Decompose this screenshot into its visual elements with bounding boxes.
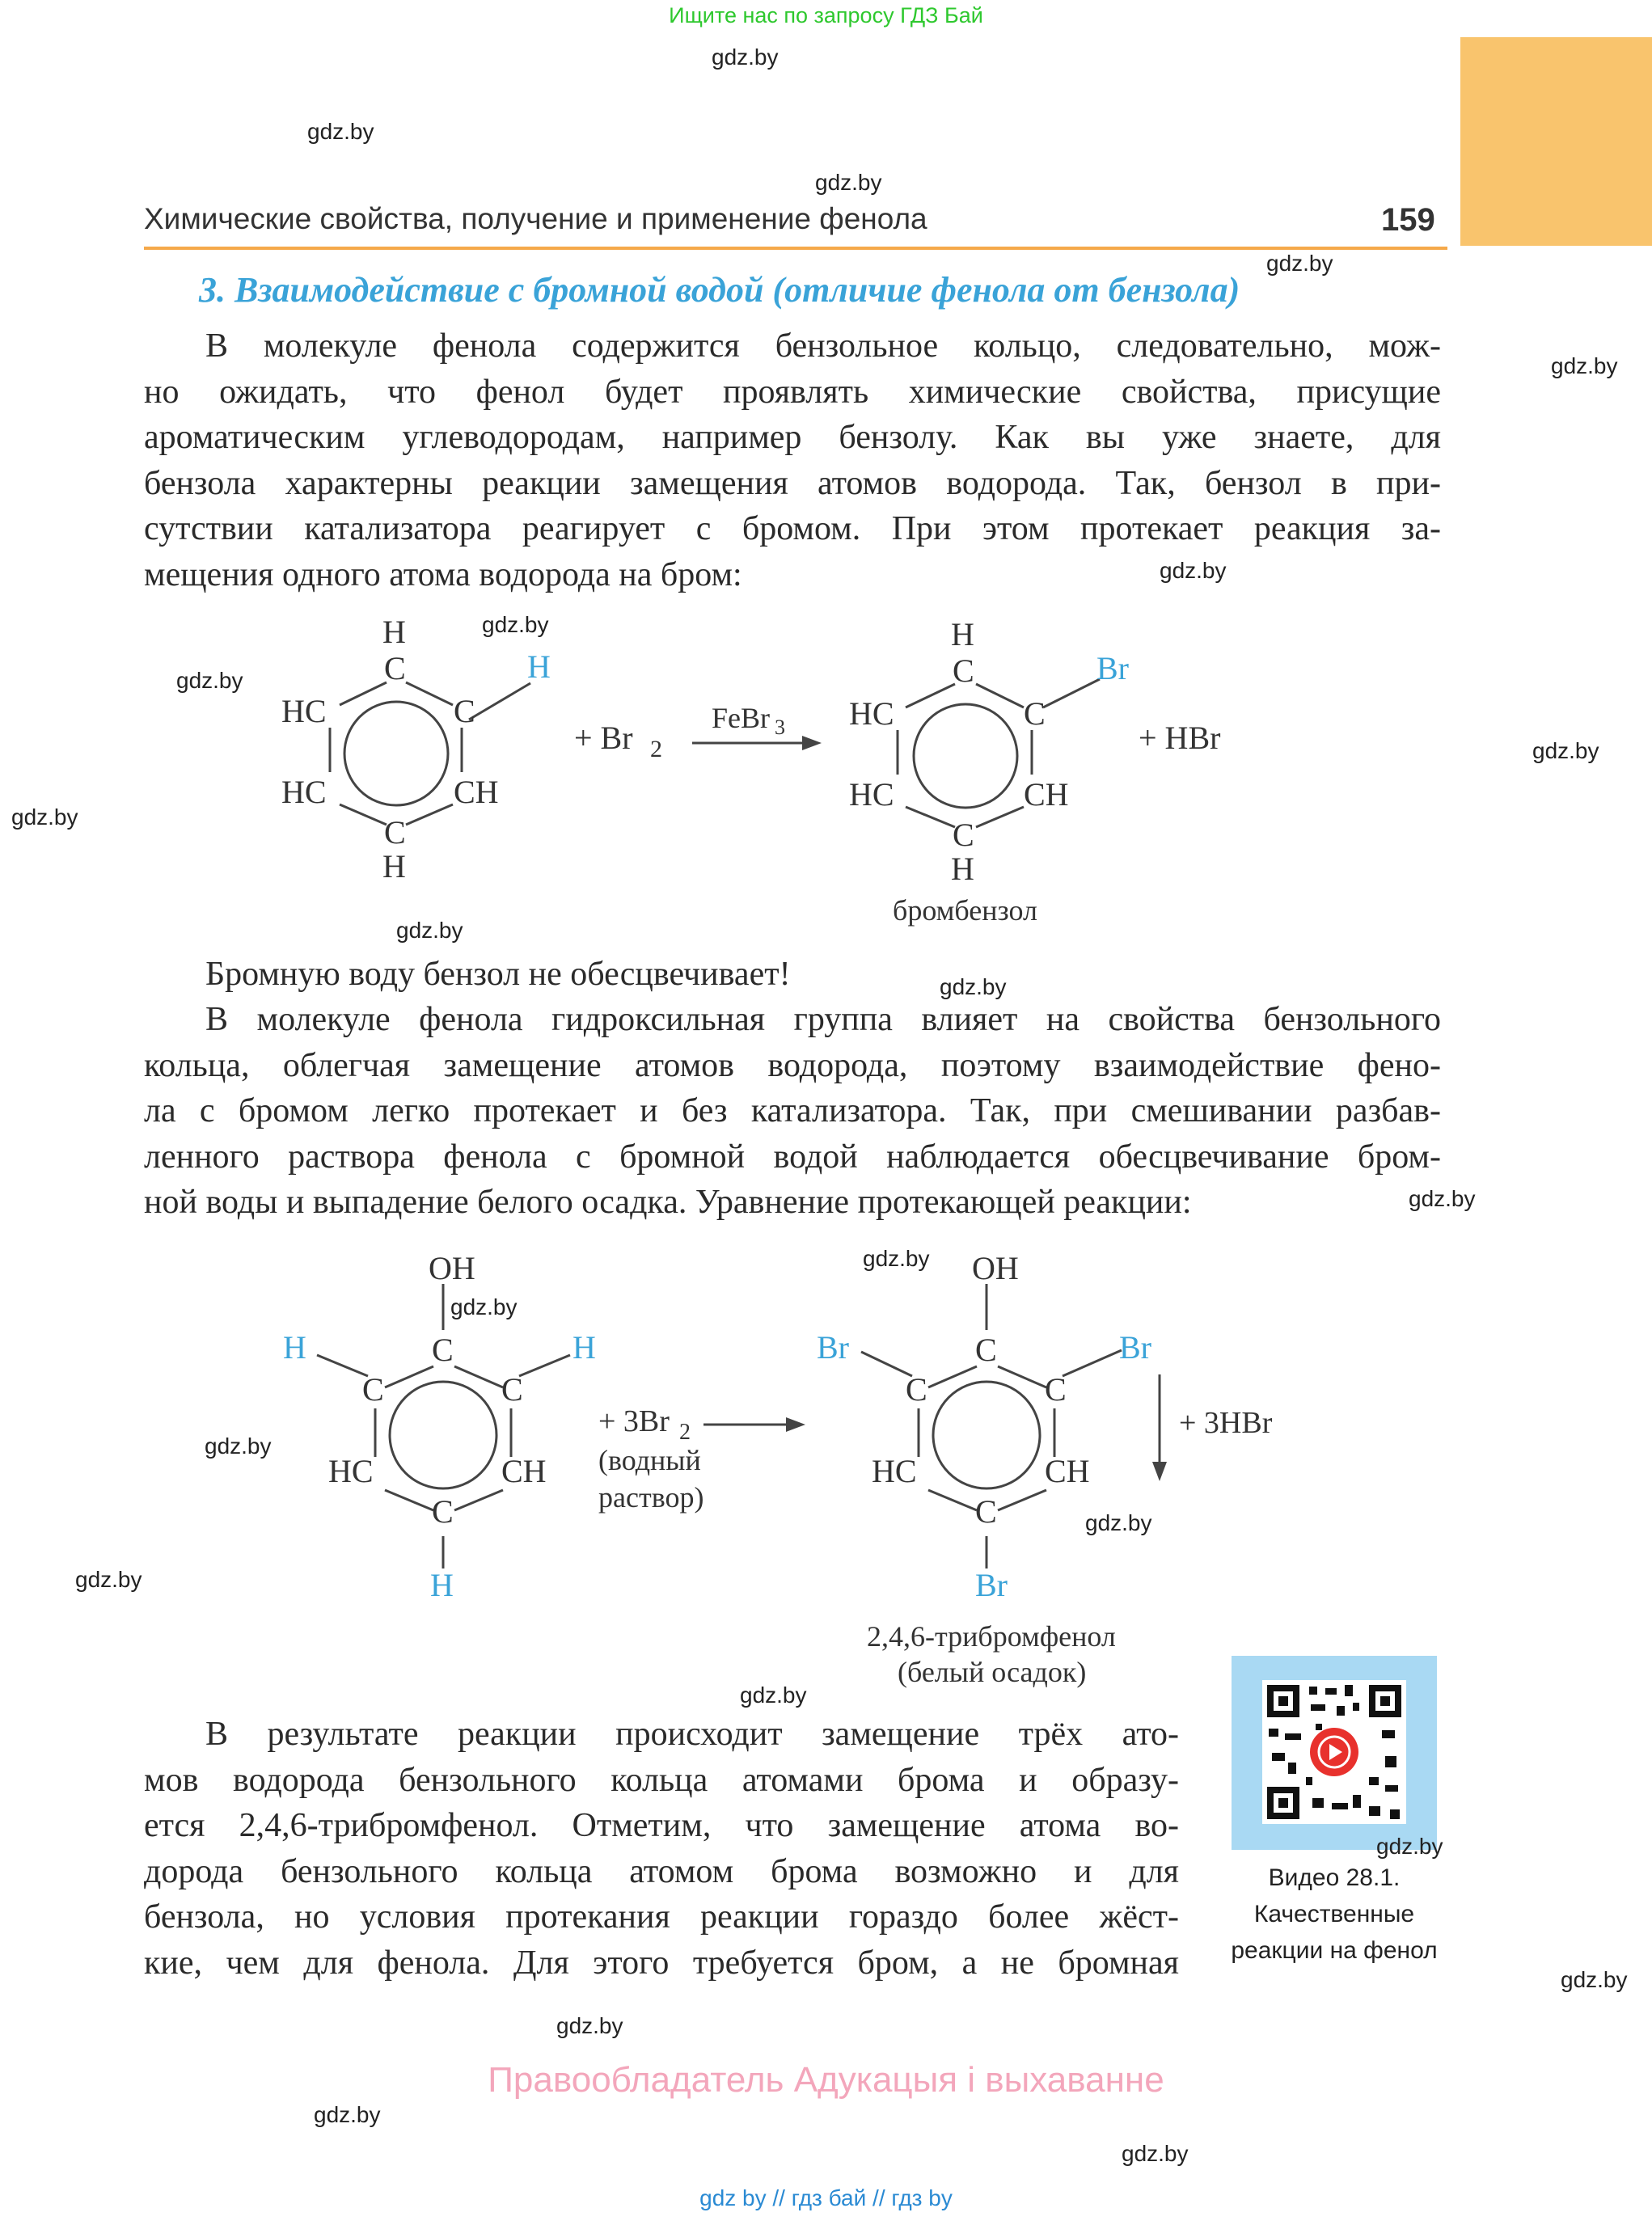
watermark: gdz.by (1561, 1967, 1628, 1992)
section-heading: 3. Взаимодействие с бромной водой (отличие фенола от бензола) (199, 270, 1240, 310)
watermark: gdz.by (1376, 1834, 1443, 1859)
atom: CH (1045, 1453, 1090, 1489)
atom: C (906, 1371, 927, 1408)
paragraph-line: ется 2,4,6-трибромфенол. Отметим, что замещение атома во- (144, 1807, 1179, 1844)
byproduct-label: + 3HBr (1179, 1406, 1273, 1440)
paragraph-result (144, 1712, 1179, 1986)
paragraph-line: мещения одного атома водорода на бром: (144, 555, 742, 593)
reagent-subscript: 2 (679, 1420, 691, 1445)
watermark: gdz.by (314, 2102, 381, 2127)
paragraph-line: В молекуле фенола гидроксильная группа влияет на свойства бензольного (205, 1001, 1441, 1038)
atom: HC (849, 776, 894, 813)
atom: C (953, 652, 974, 689)
paragraph-line: мов водорода бензольного кольца атомами брома и образу- (144, 1761, 1179, 1799)
atom-bromine: Br (1119, 1329, 1151, 1366)
watermark: gdz.by (1409, 1186, 1476, 1211)
page-number: 159 (1381, 202, 1435, 238)
atom-substituted: H (430, 1567, 454, 1603)
catalyst-label: FeBr (712, 702, 770, 734)
atom-bromine: Br (1096, 650, 1129, 686)
running-title: Химические свойства, получение и применение фенола (144, 202, 927, 235)
paragraph-line: бензола, но условия протекания реакции гораздо более жёст- (144, 1898, 1179, 1936)
watermark: gdz.by (205, 1433, 272, 1459)
watermark: gdz.by (1551, 353, 1618, 378)
atom: C (953, 817, 974, 853)
reagent-label: + Br (574, 720, 633, 756)
atom: C (975, 1332, 997, 1368)
reagent-subscript: 2 (650, 736, 662, 762)
atom: HC (281, 693, 327, 729)
atom: C (975, 1493, 997, 1530)
atom-bromine: Br (817, 1329, 849, 1366)
watermark: gdz.by (940, 974, 1007, 999)
atom: C (432, 1493, 454, 1530)
video-qr-box[interactable] (1232, 1656, 1437, 1850)
caption-line: реакции на фенол (1231, 1937, 1438, 1964)
paragraph-line: но ожидать, что фенол будет проявлять химические свойства, присущие (144, 373, 1441, 411)
atom: C (501, 1371, 523, 1408)
atom: CH (501, 1453, 547, 1489)
atom: CH (454, 774, 499, 810)
paragraph-line: сутствии катализатора реагирует с бромом. При этом протекает реакция за- (144, 510, 1441, 547)
atom: CH (1024, 776, 1069, 813)
watermark: gdz.by (1266, 251, 1333, 276)
byproduct-label: + HBr (1139, 720, 1221, 756)
qr-code-icon[interactable] (1232, 1656, 1437, 1850)
watermark: gdz.by (740, 1682, 807, 1708)
atom: OH (972, 1250, 1019, 1286)
search-banner: Ищите нас по запросу ГДЗ Бай (669, 3, 983, 27)
atom: C (384, 650, 406, 686)
watermark: gdz.by (450, 1294, 518, 1319)
atom: HC (849, 695, 894, 732)
reagent-label: + 3Br (598, 1404, 670, 1438)
paragraph-line: В молекуле фенола содержится бензольное кольцо, следовательно, мож- (205, 327, 1441, 365)
atom-substituted: H (527, 648, 551, 685)
atom: C (384, 814, 406, 851)
watermark: gdz.by (1085, 1510, 1152, 1535)
caption-line: Качественные (1253, 1901, 1415, 1927)
paragraph-line: В результате реакции происходит замещение трёх ато- (205, 1716, 1179, 1753)
atom-substituted: H (572, 1329, 596, 1366)
footer-links[interactable]: gdz by // гдз бай // гдз by (699, 2185, 953, 2210)
paragraph-line: кольца, облегчая замещение атомов водорода, поэтому взаимодействие фено- (144, 1046, 1441, 1084)
product-name: бромбензол (893, 894, 1037, 927)
watermark: gdz.by (75, 1567, 142, 1592)
watermark: gdz.by (556, 2013, 623, 2038)
atom: C (1045, 1371, 1067, 1408)
watermark: gdz.by (482, 612, 549, 637)
watermark: gdz.by (1532, 738, 1599, 763)
watermark: gdz.by (863, 1246, 930, 1271)
watermark: gdz.by (11, 804, 78, 830)
copyright-notice: Правообладатель Адукацыя і выхаванне (488, 2060, 1164, 2100)
watermark: gdz.by (815, 170, 882, 195)
atom: HC (328, 1453, 374, 1489)
catalyst-subscript: 3 (775, 716, 785, 739)
atom: C (454, 693, 475, 729)
paragraph-line: ленного раствора фенола с бромной водой наблюдается обесцвечивание бром- (144, 1138, 1441, 1176)
paragraph-line: кие, чем для фенола. Для этого требуется бром, а не бромная (144, 1944, 1179, 1982)
atom: HC (281, 774, 327, 810)
product-note: (белый осадок) (898, 1656, 1087, 1688)
atom: H (951, 851, 974, 887)
watermark: gdz.by (1160, 558, 1227, 583)
watermark: gdz.by (176, 668, 243, 693)
paragraph-line: ной воды и выпадение белого осадка. Уравнение протекающей реакции: (144, 1184, 1192, 1221)
atom: H (951, 616, 974, 652)
watermark: gdz.by (712, 44, 779, 70)
atom: C (1024, 695, 1046, 732)
atom: HC (872, 1453, 917, 1489)
paragraph-line: ароматическим углеводородам, например бензолу. Как вы уже знаете, для (144, 419, 1441, 456)
atom: H (382, 614, 406, 650)
atom: H (382, 848, 406, 885)
reagent-note: раствор) (598, 1481, 704, 1514)
product-name: 2,4,6-трибромфенол (867, 1620, 1116, 1653)
paragraph-line: дорода бензольного кольца атомом брома возможно и для (144, 1852, 1179, 1890)
video-caption (1213, 1860, 1456, 1969)
watermark: gdz.by (307, 119, 374, 144)
caption-line: Видео 28.1. (1268, 1864, 1401, 1891)
watermark: gdz.by (1122, 2141, 1189, 2166)
atom: OH (429, 1250, 475, 1286)
atom-substituted: H (283, 1329, 306, 1366)
watermark: gdz.by (396, 918, 463, 943)
reagent-note: (водный (598, 1444, 701, 1476)
paragraph-line: Бромную воду бензол не обесцвечивает! (205, 956, 791, 993)
paragraph-line: ла с бромом легко протекает и без катализатора. Так, при смешивании разбав- (144, 1092, 1441, 1129)
atom: C (362, 1371, 384, 1408)
paragraph-line: бензола характерны реакции замещения атомов водорода. Так, бензол в при- (144, 464, 1441, 502)
atom-bromine: Br (975, 1567, 1008, 1603)
atom: C (432, 1332, 454, 1368)
